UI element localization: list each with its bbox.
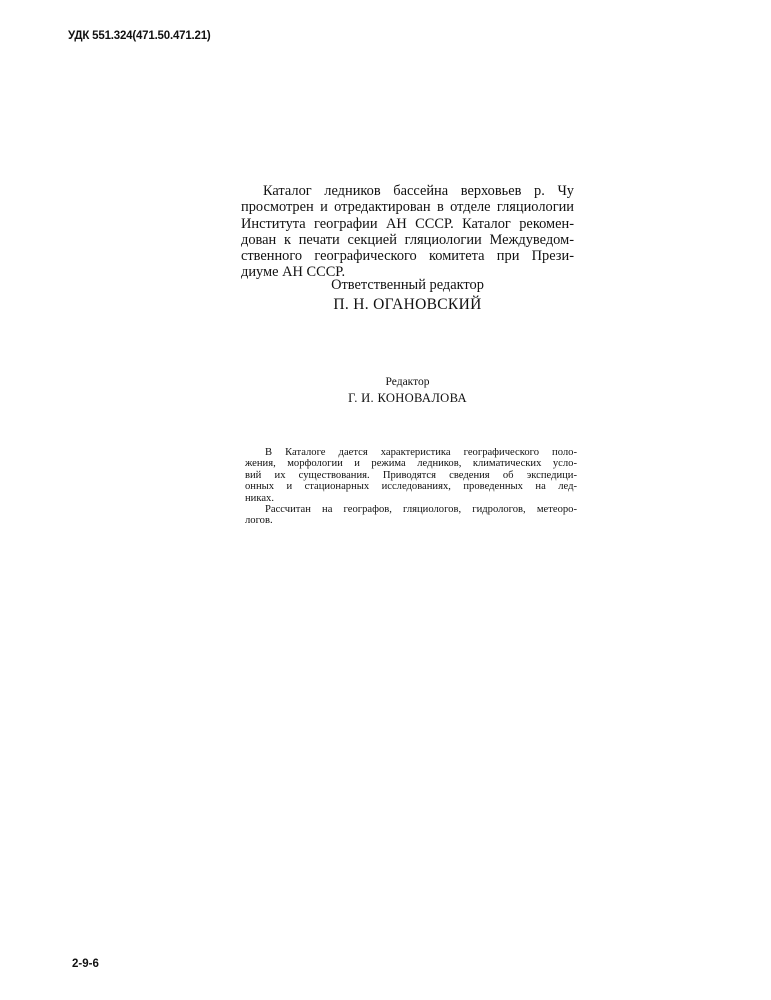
description-line: дован к печати секцией гляциологии Междуведом-: [241, 231, 574, 248]
annotation-line: Рассчитан на географов, гляциологов, гидрологов, метеоро-: [265, 504, 577, 516]
description-line: ственного географического комитета при Прези-: [241, 248, 574, 265]
responsible-editor-name: П. Н. ОГАНОВСКИЙ: [333, 296, 482, 313]
catalog-description: [241, 183, 574, 281]
responsible-editor-label: Ответственный редактор: [331, 277, 484, 293]
description-line: просмотрен и отредактирован в отделе гляциологии: [241, 199, 574, 216]
annotation-line: В Каталоге дается характеристика географического поло-: [265, 447, 577, 458]
annotation-line: жения, морфологии и режима ледников, климатических усло-: [245, 458, 577, 470]
description-line: Каталог ледников бассейна верховьев р. Чу: [263, 183, 574, 199]
annotation-line: никах.: [245, 492, 274, 504]
annotation-line: логов.: [245, 515, 273, 527]
annotation-line: вий их существования. Приводятся сведения об экспедици-: [245, 469, 577, 481]
editor-label: Редактор: [385, 376, 430, 388]
editor-name: Г. И. КОНОВАЛОВА: [348, 391, 467, 405]
description-line: Института географии АН СССР. Каталог рекомен-: [241, 215, 574, 232]
udk-code: УДК 551.324(471.50.471.21): [68, 30, 211, 42]
print-code: 2-9-6: [72, 958, 99, 970]
description-line: диуме АН СССР.: [241, 264, 346, 281]
annotation-line: онных и стационарных исследованиях, проведенных на лед-: [245, 481, 577, 493]
annotation: [245, 447, 577, 527]
